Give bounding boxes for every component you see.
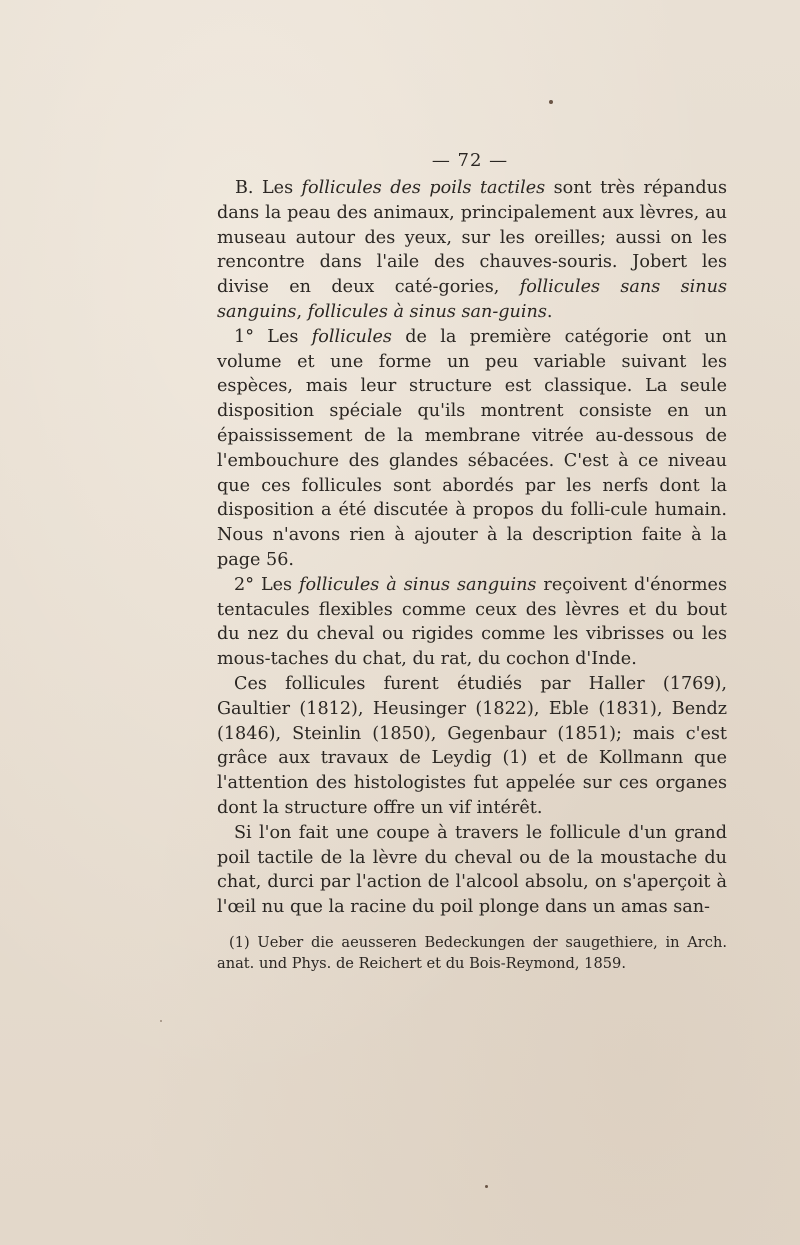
ink-speck (549, 100, 553, 104)
ink-speck (485, 1185, 488, 1188)
paragraph-first-category: 1° Les follicules de la première catégorie ont un volume et une forme un peu variable suivant les espèces, mais leur structure est classique. La seule disposition spéciale qu'ils montrent consiste en un épaississement de la membrane vitrée au-dessous de l'embouchure des glandes sébacées. C'est à ce niveau que ces follicules sont abordés par les nerfs dont la disposition a été discutée à propos du folli-cule humain. Nous n'avons rien à ajouter à la description faite à la page 56. (217, 326, 727, 570)
paragraph-sinus-sanguins: 2° Les follicules à sinus sanguins reçoivent d'énormes tentacules flexibles comme ceux des lèvres et du bout du nez du cheval ou rigides comme les vibrisses ou les mous-taches du chat, du rat, du cochon d'Inde. (217, 574, 727, 670)
page-number: — 72 — (431, 150, 509, 171)
paragraph-follicules-intro: B. Les follicules des poils tactiles sont très répandus dans la peau des animaux, principalement aux lèvres, au museau autour des yeux, sur les oreilles; aussi on les rencontre dans l'aile des chauves-souris. Jobert les divise en deux caté-gories, follicules sans sinus sanguins, follicules à sinus san-guins. (217, 178, 727, 322)
paragraph-section-cut: Si l'on fait une coupe à travers le follicule d'un grand poil tactile de la lèvre du cheval ou de la moustache du chat, durci par l'action de l'alcool absolu, on s'aperçoit à l'œil nu que la racine du poil plonge dans un amas san- (217, 822, 727, 918)
footnote-text: (1) Ueber die aeusseren Bedeckungen der saugethiere, in Arch. anat. und Phys. de Reichert et du Bois-Reymond, 1859. (217, 934, 727, 972)
body-text (217, 176, 727, 920)
paragraph-history: Ces follicules furent étudiés par Haller (1769), Gaultier (1812), Heusinger (1822), Eble (1831), Bendz (1846), Steinlin (1850), Gegenbaur (1851); mais c'est grâce aux travaux de Leydig (1) et de Kollmann que l'attention des histologistes fut appelée sur ces organes dont la structure offre un vif intérêt. (217, 673, 727, 818)
ink-speck (160, 1020, 162, 1022)
footnote (217, 932, 727, 974)
